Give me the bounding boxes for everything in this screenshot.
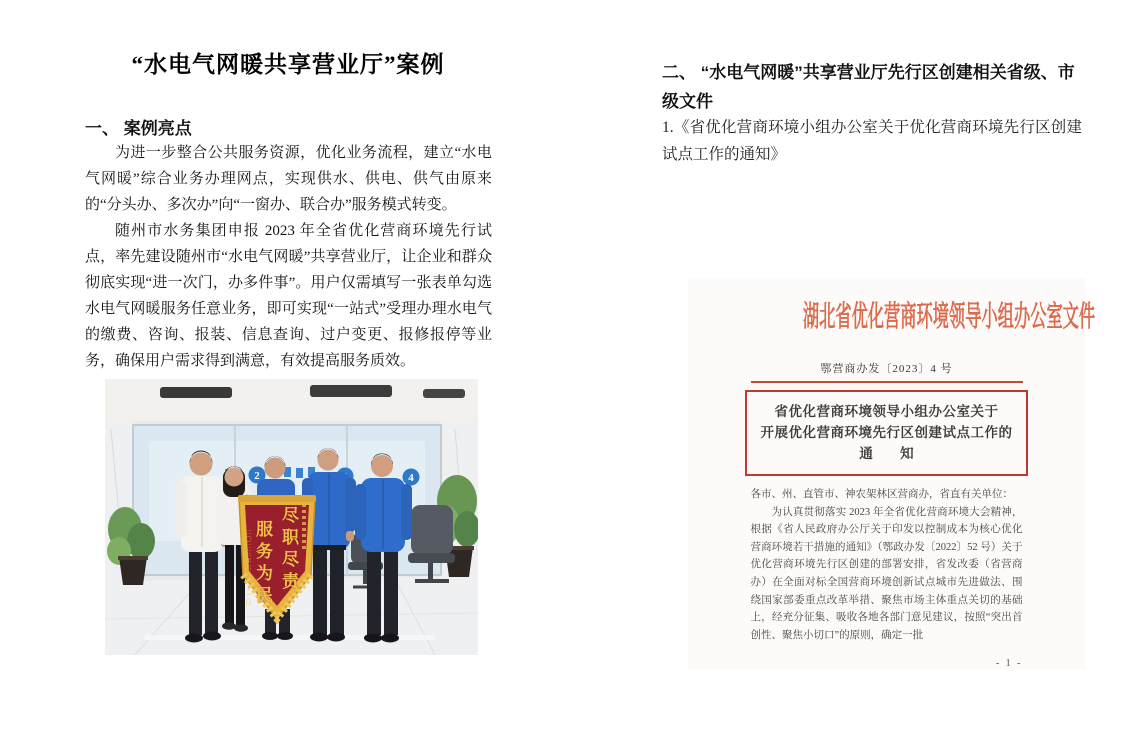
notice-body <box>751 486 1023 644</box>
official-document-scan <box>688 278 1096 670</box>
document-number: 鄂营商办发〔2023〕4 号 <box>820 363 953 375</box>
letterhead <box>688 294 1096 335</box>
sign-text-blur <box>296 468 303 478</box>
letterhead-text: 湖北省优化营商环境领导小组办公室文件 <box>802 301 1096 333</box>
paragraph-1: 为进一步整合公共服务资源，优化业务流程，建立“水电气网暖”综合业务办理网点，实现供水、供电、供气由原来的“分头办、多次办”向“一窗办、联合办”服务模式转变。 <box>85 145 492 213</box>
counter-number-2: 2 <box>254 470 260 482</box>
counter-number-4: 4 <box>408 472 414 484</box>
group-photo <box>105 379 478 655</box>
ceiling <box>105 379 478 421</box>
notice-paragraph: 为认真贯彻落实 2023 年全省优化营商环境大会精神，根据《省人民政府办公厅关于印发以控制成本为核心优化营商环境若干措施的通知》（鄂政办发〔2022〕52 号）关于优化营商环境先行区创建的部署安排，省发改委（省营商办）在全面对标全国营商环境创新试点城市先进做法、围绕国家部委重点改革举措、聚焦市场主体重点关切的基础上，经充分征集、吸收各地各部门意见建议，按照“突出首创性、聚焦小切口”的原则，确定一批 <box>750 506 1023 641</box>
notice-title-box <box>745 390 1028 476</box>
red-divider-line <box>751 381 1023 383</box>
banner-text-column-1: 尽职尽责 <box>279 506 298 594</box>
banner-text-column-2: 服务为民 <box>253 520 272 608</box>
paragraph-2: 随州市水务集团申报 2023 年全省优化营商环境先行试点，率先建设随州市“水电气网暖”共享营业厅，让企业和群众彻底实现“进一次门，办多件事”。用户仅需填写一张表单勾选水电气网暖服务任意业务，即可实现“一站式”受理办理水电气的缴费、咨询、报装、信息查询、过户变更、报修报停等业务，确保用户需求得到满意，有效提高服务质效。 <box>85 223 492 369</box>
notice-title-line-2: 开展优化营商环境先行区创建试点工作的 <box>760 425 1013 440</box>
notice-title-line-3: 通 知 <box>859 446 926 461</box>
page-title: “水电气网暖共享营业厅”案例 <box>131 52 445 77</box>
ceiling-vent-icon <box>423 389 465 398</box>
ceiling-vent-icon <box>160 387 232 398</box>
ceiling-vent-icon <box>310 385 392 397</box>
banner-date-text: 二〇二三年六月二十一日 <box>244 529 250 606</box>
scan-page-number: - 1 - <box>995 658 1023 670</box>
banner-dedication-text-blur <box>302 504 306 550</box>
salutation: 各市、州、直管市、神农架林区营商办，省直有关单位： <box>750 489 1013 500</box>
section-1-heading: 一、 案例亮点 <box>85 119 192 138</box>
document-list-item-1: 1.《省优化营商环境小组办公室关于优化营商环境先行区创建试点工作的通知》 <box>662 119 1082 163</box>
notice-title-line-1: 省优化营商环境领导小组办公室关于 <box>774 404 999 419</box>
section-2-heading: 二、 “水电气网暖”共享营业厅先行区创建相关省级、市级文件 <box>662 63 1075 111</box>
case-highlight-text <box>85 140 492 374</box>
